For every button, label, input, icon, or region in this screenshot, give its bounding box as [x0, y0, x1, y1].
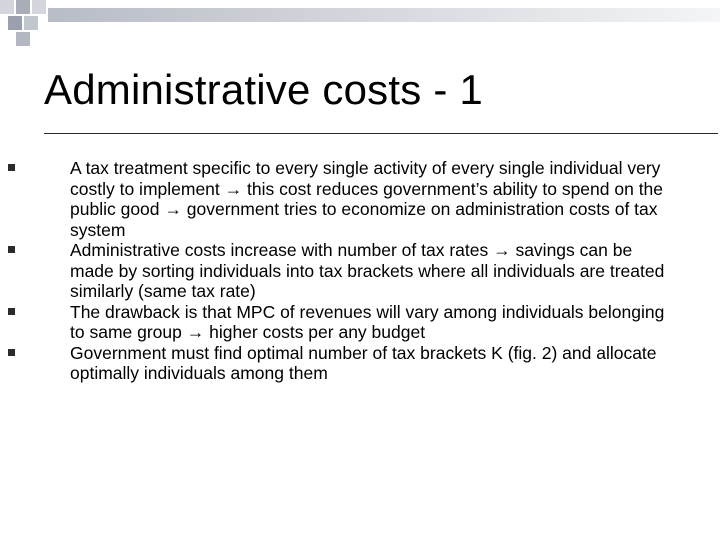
bullet-text: Administrative costs increase with number of tax rates → savings can be made by sorting individuals into tax brackets where all individuals are treated similarly (same tax rate) — [70, 240, 665, 301]
bullet-text: The drawback is that MPC of revenues will vary among individuals belonging to same group → higher costs per any budget — [70, 301, 665, 342]
bullet-square-icon — [8, 246, 15, 253]
header-decoration — [0, 0, 720, 48]
bullet-item — [60, 158, 680, 240]
bullet-list — [60, 158, 680, 384]
deco-square — [16, 32, 30, 46]
bullet-text: A tax treatment specific to every single activity of every single individual very costly to implement → this cost reduces government’s ability to spend on the public good → government tries to economize on administration costs of tax system — [70, 158, 664, 240]
deco-square — [16, 0, 30, 14]
bullet-item — [60, 302, 680, 343]
bullet-square-icon — [8, 308, 15, 315]
bullet-square-icon — [8, 349, 15, 356]
slide-title: Administrative costs - 1 — [44, 66, 483, 113]
bullet-item — [60, 343, 680, 384]
deco-square — [24, 16, 38, 30]
deco-square — [8, 16, 22, 30]
bullet-square-icon — [8, 164, 15, 171]
deco-square — [0, 0, 14, 14]
bullet-item — [60, 240, 680, 302]
header-band — [48, 8, 720, 22]
deco-square — [32, 0, 46, 14]
bullet-text: Government must find optimal number of tax brackets K (fig. 2) and allocate optimally individuals among them — [70, 342, 657, 383]
title-divider — [44, 133, 718, 134]
